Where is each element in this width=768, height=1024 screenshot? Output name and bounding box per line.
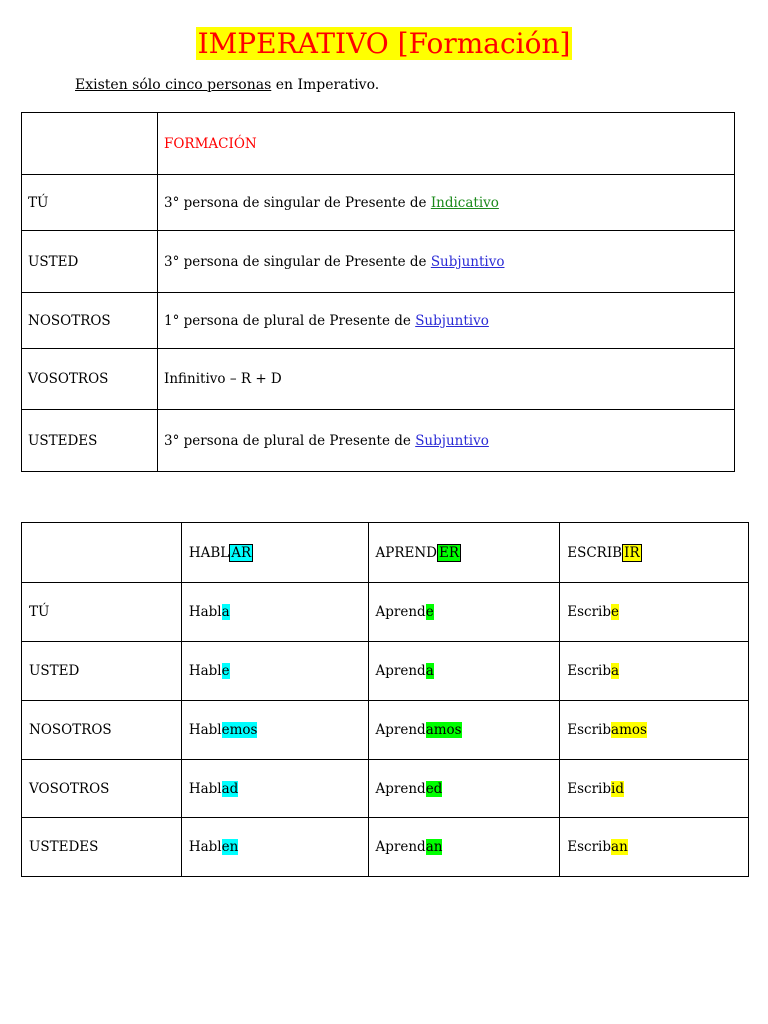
subtitle	[75, 76, 379, 94]
form-stem: Aprend	[375, 604, 426, 620]
verb-header-escribir	[560, 523, 749, 583]
form-ending: e	[221, 663, 230, 679]
formation-person: USTED	[22, 231, 158, 293]
formation-header-empty	[22, 113, 158, 175]
formation-person: USTEDES	[22, 410, 158, 472]
verb-header-aprender	[368, 523, 560, 583]
conjugation-person: USTED	[22, 642, 182, 701]
verb-stem: HABL	[188, 544, 230, 561]
formation-rule	[158, 231, 735, 293]
subjuntivo-link[interactable]: Subjuntivo	[415, 312, 489, 329]
page-title-text: IMPERATIVO [Formación]	[197, 27, 571, 60]
verb-header-hablar	[181, 523, 368, 583]
formation-row-vosotros	[22, 349, 735, 410]
form-cell	[368, 818, 560, 877]
formation-rule	[158, 349, 735, 410]
formation-rule-text: 3° persona de singular de Presente de	[164, 253, 431, 270]
verb-ending: ER	[439, 544, 460, 561]
form-stem: Escrib	[567, 604, 612, 620]
form-cell	[368, 642, 560, 701]
verb-stem: APREND	[375, 544, 438, 561]
form-ending: ed	[425, 780, 443, 797]
form-stem: Habl	[188, 780, 222, 797]
conjugation-row-nosotros	[22, 701, 749, 760]
form-stem: Aprend	[375, 839, 426, 855]
verb-stem: ESCRIB	[567, 544, 623, 561]
form-cell	[560, 701, 749, 760]
formation-header-row	[22, 113, 735, 175]
form-stem: Escrib	[567, 839, 612, 855]
form-stem: Aprend	[375, 780, 426, 797]
form-stem: Habl	[188, 604, 222, 620]
form-stem: Habl	[188, 663, 222, 679]
form-ending: an	[611, 839, 628, 855]
conjugation-header-row	[22, 523, 749, 583]
formation-person: NOSOTROS	[22, 293, 158, 349]
formation-person: VOSOTROS	[22, 349, 158, 410]
conjugation-row-tu	[22, 583, 749, 642]
form-ending: a	[425, 663, 434, 679]
form-cell	[181, 642, 368, 701]
form-stem: Aprend	[375, 663, 426, 679]
verb-ending: IR	[624, 544, 640, 561]
conjugation-person: NOSOTROS	[22, 701, 182, 760]
form-ending: e	[611, 604, 620, 620]
formation-rule	[158, 175, 735, 231]
conjugation-row-ustedes	[22, 818, 749, 877]
formation-rule-text: Infinitivo – R + D	[164, 371, 282, 387]
form-ending: id	[611, 780, 624, 797]
conjugation-row-vosotros	[22, 760, 749, 818]
form-ending: a	[221, 604, 230, 620]
form-cell	[560, 818, 749, 877]
formation-rule-text: 1° persona de plural de Presente de	[164, 312, 416, 329]
formation-rule	[158, 410, 735, 472]
form-stem: Habl	[188, 839, 222, 855]
form-cell	[560, 642, 749, 701]
form-stem: Escrib	[567, 663, 612, 679]
formation-rule	[158, 293, 735, 349]
form-ending: emos	[221, 722, 258, 738]
form-ending: amos	[611, 722, 647, 738]
subtitle-underlined: Existen sólo cinco personas	[75, 77, 272, 93]
form-stem: Aprend	[375, 722, 426, 738]
form-cell	[368, 701, 560, 760]
formation-table	[21, 112, 735, 472]
formation-row-tu	[22, 175, 735, 231]
conjugation-person: VOSOTROS	[22, 760, 182, 818]
subjuntivo-link[interactable]: Subjuntivo	[430, 253, 505, 270]
form-cell	[181, 818, 368, 877]
formation-row-usted	[22, 231, 735, 293]
form-ending: e	[425, 604, 434, 620]
form-cell	[368, 760, 560, 818]
conjugation-header-empty	[22, 523, 182, 583]
conjugation-person: TÚ	[22, 583, 182, 642]
form-stem: Escrib	[567, 722, 612, 738]
formation-row-nosotros	[22, 293, 735, 349]
conjugation-person: USTEDES	[22, 818, 182, 877]
form-ending: a	[611, 663, 620, 679]
form-cell	[181, 583, 368, 642]
form-ending: an	[425, 839, 443, 855]
indicativo-link[interactable]: Indicativo	[430, 194, 499, 211]
formation-header: FORMACIÓN	[158, 113, 735, 175]
form-cell	[181, 760, 368, 818]
form-stem: Escrib	[567, 780, 612, 797]
subtitle-rest: en Imperativo.	[271, 77, 380, 93]
subjuntivo-link[interactable]: Subjuntivo	[415, 432, 489, 449]
form-ending: amos	[425, 722, 462, 738]
form-stem: Habl	[188, 722, 222, 738]
form-ending: en	[221, 839, 239, 855]
form-cell	[560, 760, 749, 818]
form-cell	[181, 701, 368, 760]
page-title	[0, 27, 768, 61]
formation-rule-text: 3° persona de plural de Presente de	[164, 432, 416, 449]
form-cell	[560, 583, 749, 642]
form-ending: ad	[221, 780, 239, 797]
conjugation-row-usted	[22, 642, 749, 701]
verb-ending: AR	[231, 544, 252, 561]
formation-person: TÚ	[22, 175, 158, 231]
formation-rule-text: 3° persona de singular de Presente de	[164, 194, 431, 211]
formation-row-ustedes	[22, 410, 735, 472]
conjugation-table	[21, 522, 749, 877]
form-cell	[368, 583, 560, 642]
